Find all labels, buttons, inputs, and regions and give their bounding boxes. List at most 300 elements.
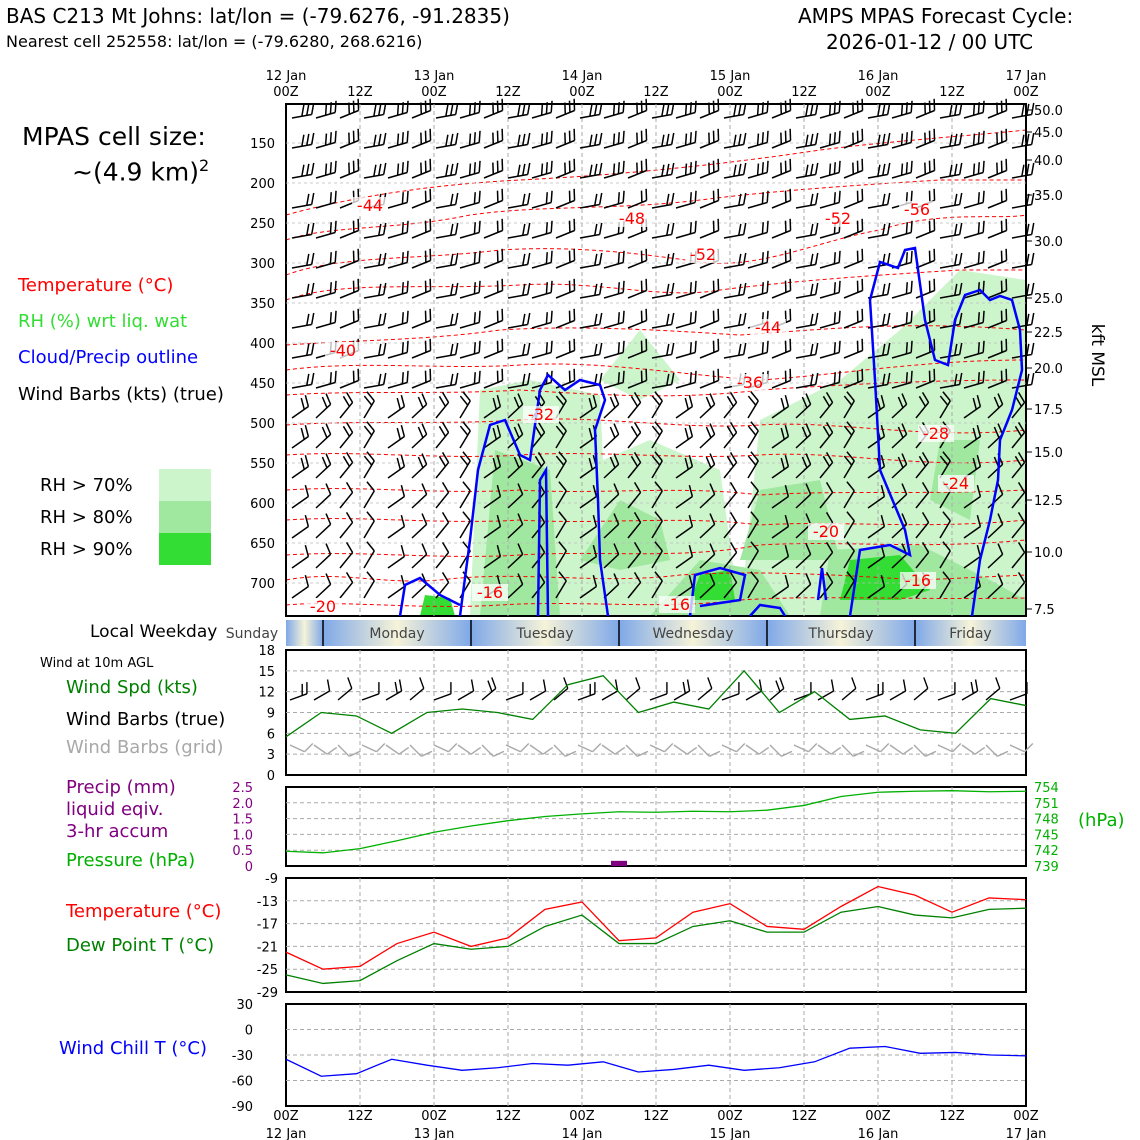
top-time-label-day: 12 Jan xyxy=(265,69,307,84)
wind-barb xyxy=(745,131,771,148)
wind-barb xyxy=(480,219,506,238)
contour-label: -16 xyxy=(904,571,932,590)
wind-barb xyxy=(434,343,460,358)
wind-barb xyxy=(889,131,915,148)
wind-barb xyxy=(817,191,843,208)
wind-barb xyxy=(650,313,676,328)
wind-barb xyxy=(669,679,694,700)
wind-barb xyxy=(458,736,481,756)
wind-barb xyxy=(404,484,429,508)
wind-barb xyxy=(646,682,670,700)
top-time-label-hour: 12Z xyxy=(495,85,521,100)
wind-barb xyxy=(938,133,964,148)
wind-barb xyxy=(506,163,532,178)
wind-barb xyxy=(817,311,843,328)
wind-barb xyxy=(530,736,553,756)
wind-barb xyxy=(480,279,506,298)
wind-barb xyxy=(331,482,355,508)
wind-barb xyxy=(984,99,1010,118)
top-time-label-day: 13 Jan xyxy=(413,69,455,84)
wind-barb xyxy=(434,283,460,298)
wind-barb xyxy=(313,161,339,178)
wind-barb xyxy=(355,452,377,478)
wind-barb xyxy=(290,735,313,753)
precip-ytick: 1.0 xyxy=(232,828,253,844)
wind-barb xyxy=(386,736,409,756)
wind-barb xyxy=(408,99,434,118)
wind-barb xyxy=(434,193,460,208)
wind-barb xyxy=(984,129,1010,148)
main-ytick-left: 500 xyxy=(250,417,275,432)
wind-barb xyxy=(453,679,478,700)
bottom-time-label-day: 14 Jan xyxy=(561,1127,603,1140)
wind-barb xyxy=(506,343,532,358)
wind-barb xyxy=(842,737,864,759)
wind-barb xyxy=(552,339,578,358)
wind-barb xyxy=(722,223,748,238)
wind-barb xyxy=(912,99,938,118)
cell-size-title: MPAS cell size: xyxy=(22,122,206,151)
weekday-name: Sunday xyxy=(225,626,279,642)
wind-barb xyxy=(962,736,985,756)
wind-barb xyxy=(362,343,388,358)
wind-barb xyxy=(696,99,722,118)
wind-barb xyxy=(362,735,385,753)
wind-barb xyxy=(286,425,312,448)
wind-barb xyxy=(552,189,578,208)
wind-barb xyxy=(794,133,820,148)
wind-barb xyxy=(979,677,1003,700)
contour-label: -52 xyxy=(824,209,852,228)
wind-barb xyxy=(457,311,483,328)
wind-barb xyxy=(790,682,814,700)
top-time-label-day: 14 Jan xyxy=(561,69,603,84)
wind-barb xyxy=(574,682,598,700)
wind-barb xyxy=(286,575,312,598)
legend-temperature: Temperature (°C) xyxy=(18,275,174,296)
wind-barb xyxy=(840,159,866,178)
main-ytick-right: 17.5 xyxy=(1034,403,1063,418)
wind-barb xyxy=(480,159,506,178)
top-time-label-day: 16 Jan xyxy=(857,69,899,84)
legend-rh90-label: RH > 90% xyxy=(40,539,133,560)
wind-barb xyxy=(408,339,434,358)
wind-barb xyxy=(427,482,451,508)
main-ytick-right: 7.5 xyxy=(1034,603,1055,618)
wind-barb xyxy=(673,281,699,298)
bottom-time-label-day: 16 Jan xyxy=(857,1127,899,1140)
wind-barb xyxy=(739,392,761,418)
wind-barb xyxy=(427,542,451,568)
wind-ytick: 15 xyxy=(258,664,275,680)
wind-barb xyxy=(355,512,377,538)
wind-barb xyxy=(674,736,697,756)
wind-barb xyxy=(308,394,333,418)
bottom-time-label-day: 12 Jan xyxy=(265,1127,307,1140)
wind-barb xyxy=(286,682,310,700)
wind-barb xyxy=(794,735,817,753)
wind-barb xyxy=(480,339,506,358)
wind-barb xyxy=(601,161,627,178)
wind-barb xyxy=(1006,682,1030,700)
wind-barb xyxy=(650,103,676,118)
wind-barb xyxy=(385,281,411,298)
wind-barb xyxy=(912,129,938,148)
wind-barb xyxy=(506,193,532,208)
wind-barb xyxy=(313,191,339,208)
wind-barb xyxy=(768,369,794,388)
wind-barb xyxy=(408,279,434,298)
wind-barb xyxy=(404,544,429,568)
wind-barbs-true-label: Wind Barbs (true) xyxy=(66,709,226,730)
wind-barb xyxy=(673,191,699,208)
wind-barb xyxy=(722,253,748,268)
wind-barb xyxy=(408,129,434,148)
pressure-ytick: 754 xyxy=(1034,781,1059,796)
wind-barb xyxy=(404,574,429,598)
wind-barb xyxy=(601,191,627,208)
wind-note: Wind at 10m AGL xyxy=(40,656,154,671)
wind-barb xyxy=(696,369,722,388)
wind-barb xyxy=(457,191,483,208)
wind-barb xyxy=(313,281,339,298)
wind-barb xyxy=(529,281,555,298)
wind-barb xyxy=(698,737,720,759)
top-time-label-hour: 00Z xyxy=(569,85,595,100)
wind-barb xyxy=(552,159,578,178)
main-ytick-left: 400 xyxy=(250,337,275,352)
top-time-label-day: 17 Jan xyxy=(1005,69,1047,84)
dewpoint-label: Dew Point T (°C) xyxy=(66,935,215,956)
wind-barb xyxy=(745,161,771,178)
wind-barb xyxy=(408,369,434,388)
precip-label-2: liquid eqiv. xyxy=(66,799,164,820)
wind-barb xyxy=(408,249,434,268)
temp-ytick: -25 xyxy=(256,963,278,979)
precip-label: Precip (mm) xyxy=(66,777,176,798)
wind-barb xyxy=(1010,223,1036,238)
bottom-time-label-hour: 12Z xyxy=(347,1109,373,1124)
wind-barb xyxy=(984,219,1010,238)
wind-barb xyxy=(745,191,771,208)
wind-barb xyxy=(355,572,377,598)
wind-barb xyxy=(840,339,866,358)
wind-barb xyxy=(670,395,696,418)
wind-barb xyxy=(382,395,408,418)
weekday-label: Local Weekday xyxy=(90,622,218,642)
top-time-label-hour: 00Z xyxy=(273,85,299,100)
wind-barb xyxy=(338,737,360,759)
wind-barb xyxy=(404,454,429,478)
wind-barb xyxy=(840,249,866,268)
wind-barbs-grid-label: Wind Barbs (grid) xyxy=(66,737,224,758)
wind-barb xyxy=(434,163,460,178)
wind-barb xyxy=(866,193,892,208)
wind-barb xyxy=(768,129,794,148)
wind-barb xyxy=(331,542,355,568)
wind-barb xyxy=(938,193,964,208)
top-time-label-hour: 00Z xyxy=(1013,85,1039,100)
wind-barb xyxy=(336,309,362,328)
contour-label: -32 xyxy=(527,405,555,424)
wind-barb xyxy=(794,313,820,328)
wind-barb xyxy=(578,735,601,753)
wind-barb xyxy=(552,279,578,298)
wind-barb xyxy=(957,679,982,700)
nearest-cell-subtitle: Nearest cell 252558: lat/lon = (-79.6280, 268.6216) xyxy=(6,32,423,51)
wind-barb xyxy=(502,682,526,700)
wind-barb xyxy=(961,251,987,268)
wind-barb xyxy=(457,371,483,388)
contour-label: -20 xyxy=(309,597,337,616)
main-ytick-right: 20.0 xyxy=(1034,362,1063,377)
cell-size-value: ~(4.9 km)$^2$ xyxy=(72,156,210,187)
wind-barb xyxy=(525,679,550,700)
wind-barb xyxy=(961,191,987,208)
wind-barb xyxy=(385,371,411,388)
wind-barb xyxy=(552,249,578,268)
wind-barb xyxy=(362,373,388,388)
wind-barb xyxy=(554,737,576,759)
wind-barb xyxy=(650,253,676,268)
wind-barb xyxy=(745,281,771,298)
wind-barb xyxy=(529,311,555,328)
wind-barb xyxy=(404,514,429,538)
wind-barb xyxy=(1010,163,1036,178)
wind-barb xyxy=(427,422,451,448)
wind-barb xyxy=(696,129,722,148)
windchill-ytick: 0 xyxy=(244,1023,253,1039)
wind-barb xyxy=(547,677,571,700)
wind-barb xyxy=(313,371,339,388)
main-ytick-right: 22.5 xyxy=(1034,326,1063,341)
wind-barb xyxy=(529,131,555,148)
wind-barb xyxy=(866,735,889,753)
wind-barb xyxy=(313,311,339,328)
rh-shading xyxy=(420,270,1026,616)
wind-barb xyxy=(912,279,938,298)
pressure-ytick: 742 xyxy=(1034,844,1059,860)
wind-barb xyxy=(410,737,432,759)
wind-barb xyxy=(408,309,434,328)
pressure-ytick: 745 xyxy=(1034,828,1059,844)
legend-cloud: Cloud/Precip outline xyxy=(18,347,199,368)
wind-barb xyxy=(1010,253,1036,268)
legend-barbs: Wind Barbs (kts) (true) xyxy=(18,384,224,405)
wind-barb xyxy=(362,283,388,298)
wind-barb xyxy=(722,313,748,328)
wind-barb xyxy=(290,283,316,298)
wind-barb xyxy=(840,309,866,328)
wind-barb xyxy=(382,485,408,508)
weekday-name: Monday xyxy=(369,626,425,642)
wind-barb xyxy=(624,309,650,328)
main-ytick-right: 35.0 xyxy=(1034,189,1063,204)
bottom-time-label-day: 15 Jan xyxy=(709,1127,751,1140)
wind-barb xyxy=(722,343,748,358)
wind-barb xyxy=(745,251,771,268)
wind-barb xyxy=(290,223,316,238)
bottom-time-label-hour: 12Z xyxy=(643,1109,669,1124)
wind-barb xyxy=(890,736,913,756)
contour-label: -56 xyxy=(903,200,931,219)
temp-ytick: -17 xyxy=(256,917,278,933)
wind-barb xyxy=(408,189,434,208)
wind-barb xyxy=(938,223,964,238)
wind-barb xyxy=(889,281,915,298)
wind-barb xyxy=(624,189,650,208)
pressure-ytick: 748 xyxy=(1034,812,1059,828)
wind-ytick: 0 xyxy=(266,769,275,784)
pressure-ytick: 739 xyxy=(1034,860,1059,875)
wind-barb xyxy=(290,313,316,328)
main-ytick-right: 25.0 xyxy=(1034,292,1063,307)
wind-barb xyxy=(866,223,892,238)
top-time-label-hour: 12Z xyxy=(643,85,669,100)
wind-barb xyxy=(722,103,748,118)
bottom-time-label-hour: 12Z xyxy=(495,1109,521,1124)
wind-barb xyxy=(286,395,312,418)
wind-barb xyxy=(626,737,648,759)
wind-barb xyxy=(381,679,406,700)
wind-barb xyxy=(961,161,987,178)
wind-barb xyxy=(794,253,820,268)
wind-barb xyxy=(480,189,506,208)
precip-ytick: 0.5 xyxy=(232,844,253,860)
wind-barb xyxy=(331,452,355,478)
wind-barb xyxy=(840,99,866,118)
wind-barb xyxy=(336,219,362,238)
wind-barb xyxy=(331,677,355,700)
wind-barb xyxy=(385,311,411,328)
wind-barb xyxy=(529,191,555,208)
wind-barb xyxy=(475,677,499,700)
wind-barb xyxy=(408,219,434,238)
wind-barb xyxy=(696,309,722,328)
wind-ytick: 12 xyxy=(258,685,275,701)
wind-barb xyxy=(506,253,532,268)
wind-barb xyxy=(602,736,625,756)
bottom-time-label-hour: 12Z xyxy=(939,1109,965,1124)
wind-barb xyxy=(986,737,1008,759)
wind-barb xyxy=(290,103,316,118)
wind-barb xyxy=(746,736,769,756)
wind-barb xyxy=(529,161,555,178)
temperature-label: Temperature (°C) xyxy=(66,901,222,922)
wind-barb xyxy=(506,313,532,328)
top-time-label-hour: 12Z xyxy=(791,85,817,100)
main-ytick-left: 550 xyxy=(250,457,275,472)
main-ytick-left: 200 xyxy=(250,177,275,192)
wind-barb xyxy=(624,159,650,178)
wind-barb xyxy=(434,103,460,118)
wind-barb xyxy=(794,373,820,388)
wind-barb xyxy=(308,484,333,508)
main-ytick-right: 30.0 xyxy=(1034,235,1063,250)
wind-barb xyxy=(794,343,820,358)
top-time-label-hour: 12Z xyxy=(939,85,965,100)
wind-barb xyxy=(552,99,578,118)
bottom-time-label-hour: 12Z xyxy=(791,1109,817,1124)
bottom-time-label-day: 13 Jan xyxy=(413,1127,455,1140)
contour-label: -36 xyxy=(736,373,764,392)
wind-barb xyxy=(914,737,936,759)
wind-barb xyxy=(309,679,334,700)
wind-barb xyxy=(286,455,312,478)
wind-barb xyxy=(434,133,460,148)
wind-barb xyxy=(938,103,964,118)
contour-label: -44 xyxy=(754,318,782,337)
windchill-ytick: -30 xyxy=(231,1049,253,1064)
wind-barb xyxy=(286,545,312,568)
wind-barb xyxy=(601,281,627,298)
wind-barb xyxy=(907,677,931,700)
wind-barb xyxy=(840,189,866,208)
wind-barb xyxy=(403,677,427,700)
main-ytick-left: 250 xyxy=(250,217,275,232)
pressure-panel-frame xyxy=(286,787,1026,866)
wind-barb xyxy=(308,454,333,478)
precip-ytick: 0 xyxy=(244,860,253,875)
wind-barb xyxy=(382,545,408,568)
wind-barb xyxy=(362,133,388,148)
wind-barb xyxy=(650,283,676,298)
pressure-ytick: 751 xyxy=(1034,796,1059,812)
wind-barb xyxy=(768,159,794,178)
wind-barb xyxy=(722,735,745,753)
wind-barb xyxy=(290,253,316,268)
windchill-ytick: -60 xyxy=(231,1074,253,1090)
wind-barb xyxy=(313,131,339,148)
precip-ytick: 2.0 xyxy=(232,796,253,812)
wind-barb xyxy=(290,343,316,358)
wind-barb xyxy=(741,679,766,700)
top-time-label-hour: 00Z xyxy=(421,85,447,100)
wind-barb xyxy=(331,512,355,538)
wind-barb xyxy=(818,736,841,756)
main-ytick-left: 300 xyxy=(250,257,275,272)
wind-barb xyxy=(813,679,838,700)
pressure-label: Pressure (hPa) xyxy=(66,850,196,871)
wind-barb xyxy=(482,737,504,759)
main-ytick-right: 45.0 xyxy=(1034,126,1063,141)
wind-barb xyxy=(768,339,794,358)
contour-label: -28 xyxy=(922,424,950,443)
wind-barb xyxy=(673,311,699,328)
wind-barb xyxy=(696,279,722,298)
windchill-label: Wind Chill T (°C) xyxy=(59,1038,207,1059)
wind-barb xyxy=(457,131,483,148)
wind-barb xyxy=(308,514,333,538)
wind-barb xyxy=(817,281,843,298)
wind-barb xyxy=(480,99,506,118)
wind-barb xyxy=(314,736,337,756)
wind-barb xyxy=(451,512,473,538)
main-ytick-left: 450 xyxy=(250,377,275,392)
wind-barb xyxy=(715,392,739,418)
temp-ytick: -9 xyxy=(265,872,278,887)
wind-barb xyxy=(650,193,676,208)
wind-barb xyxy=(692,424,717,448)
top-time-label-hour: 00Z xyxy=(865,85,891,100)
wind-barb xyxy=(308,544,333,568)
main-yaxis-right-label: kft MSL xyxy=(1087,323,1107,387)
wind-barb xyxy=(938,253,964,268)
wind-barb xyxy=(427,392,451,418)
wind-barb xyxy=(290,163,316,178)
precip-ytick: 2.5 xyxy=(232,781,253,796)
wind-barb xyxy=(331,422,355,448)
